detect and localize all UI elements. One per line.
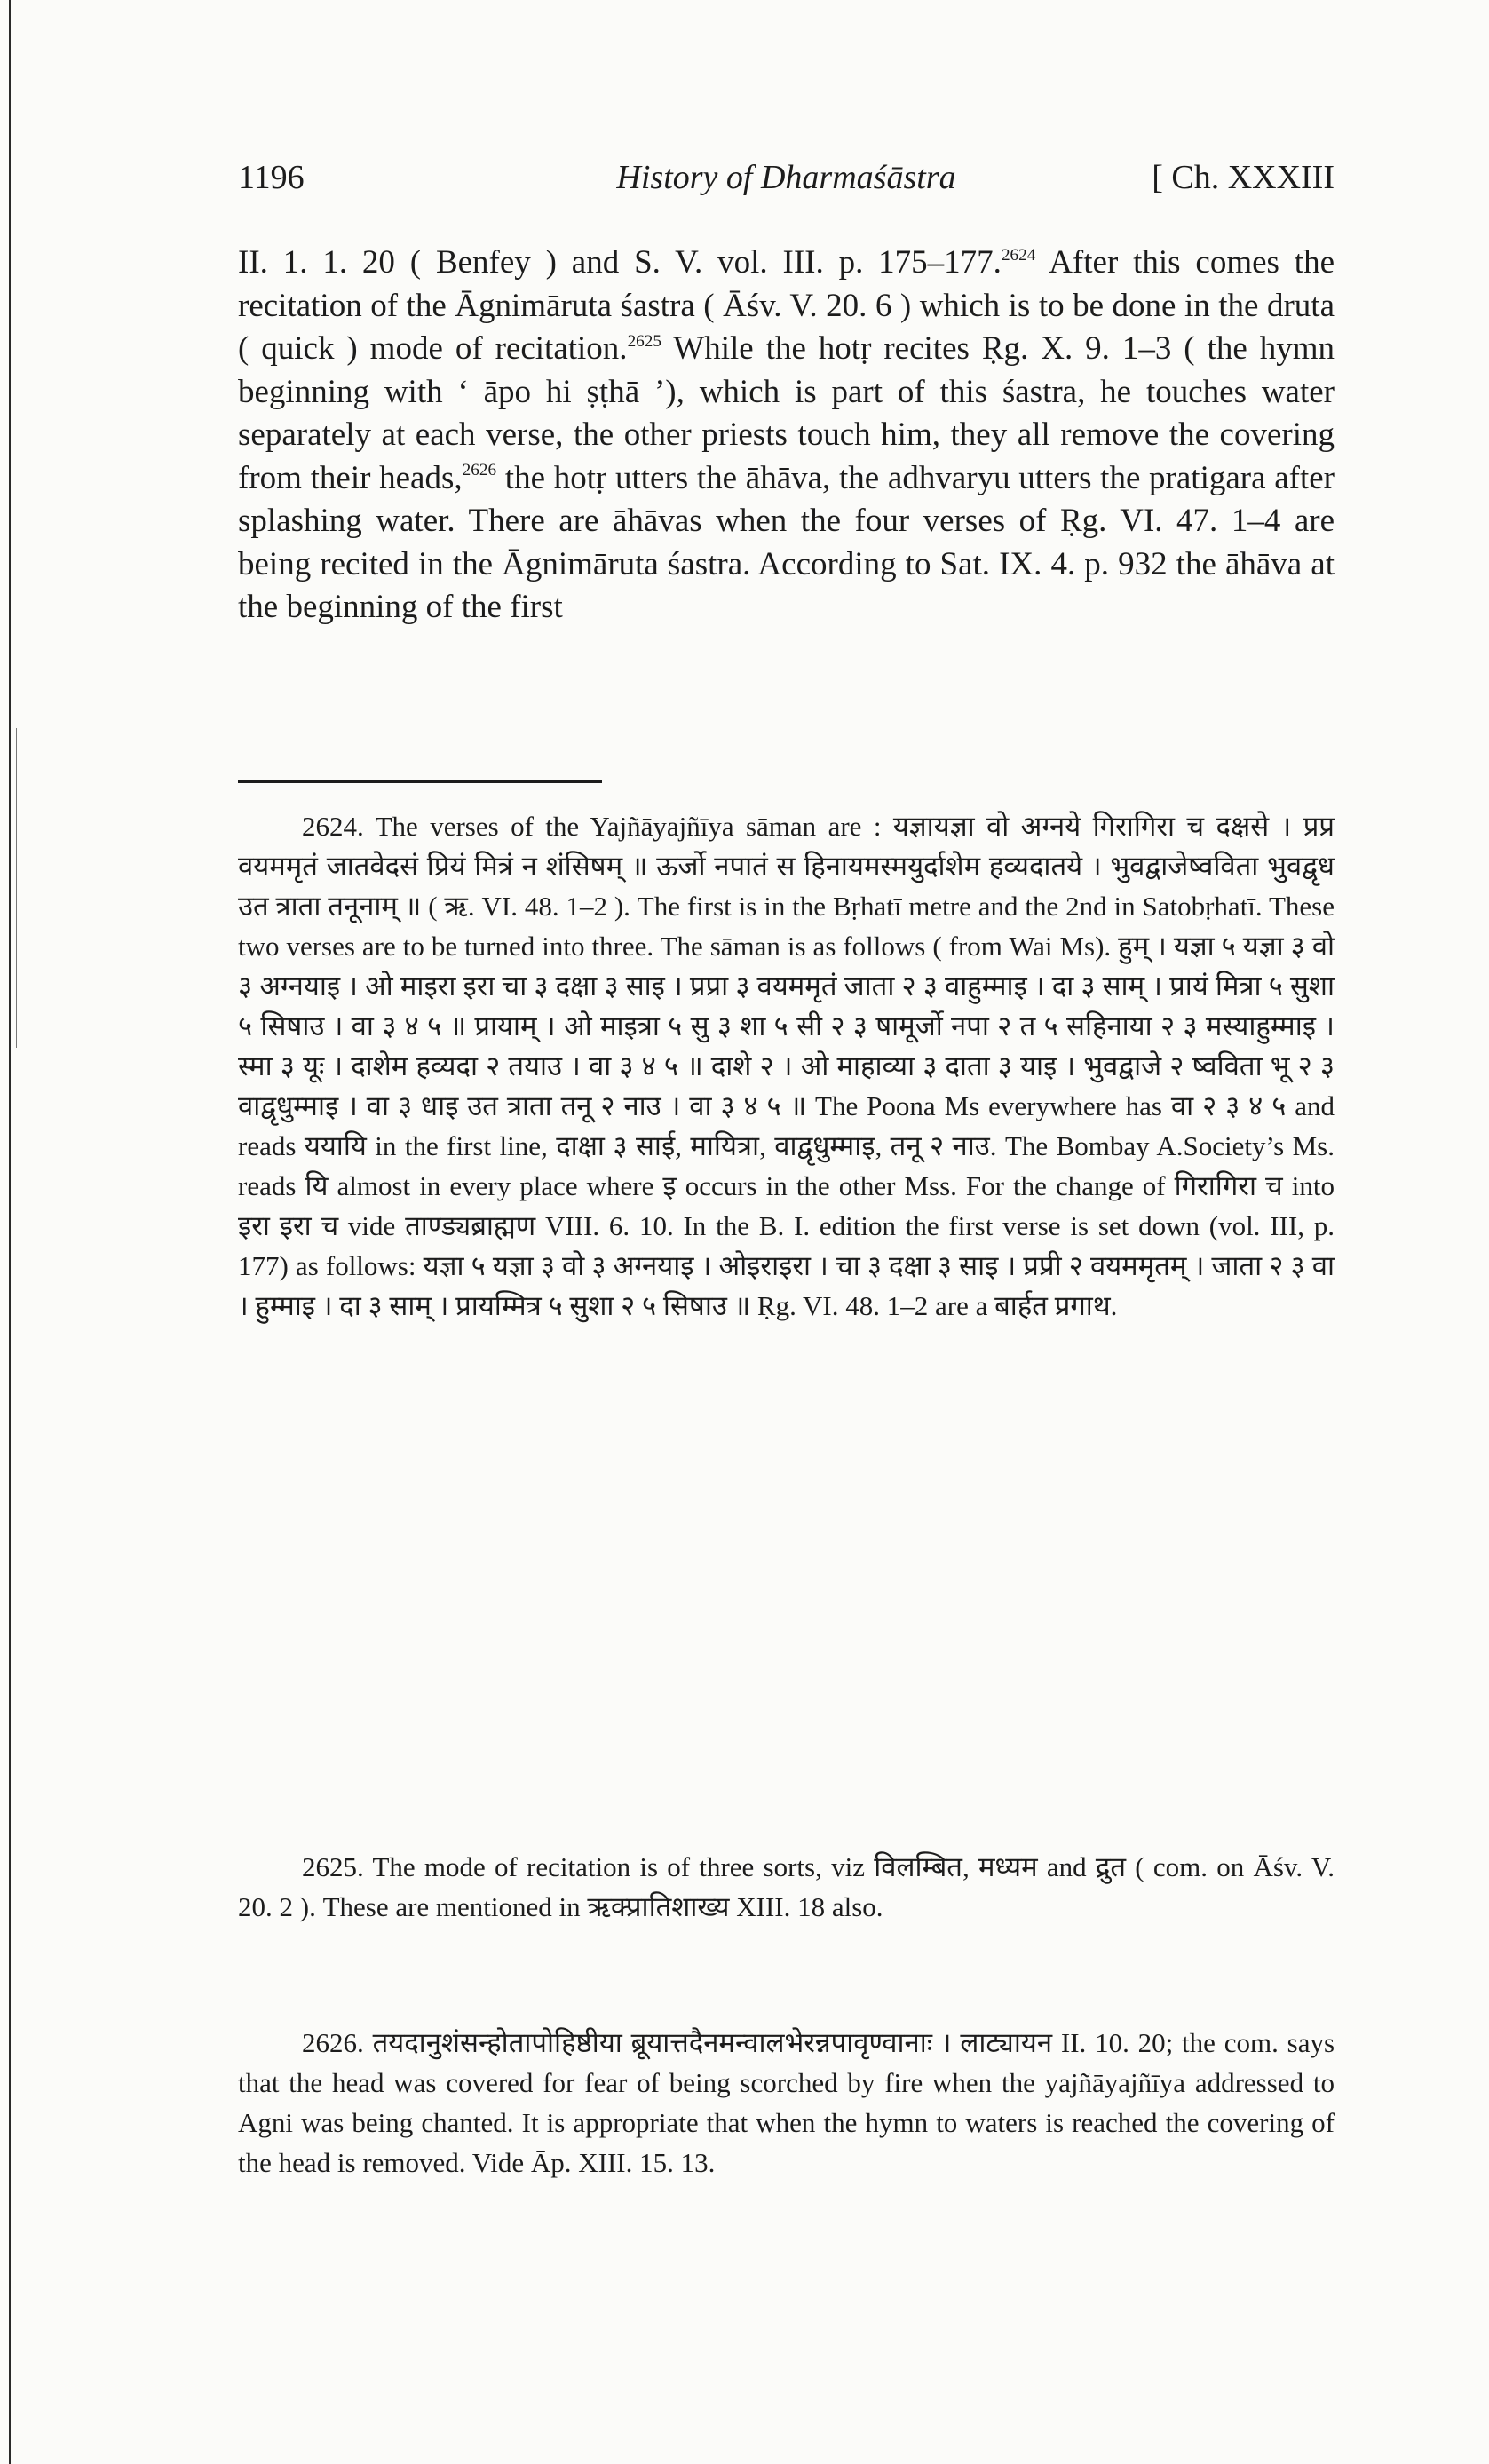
- footnote-text: The mode of recitation is of three sorts, viz विलम्बित, मध्यम and द्रुत ( com. on Āśv. V. 20. 2 ). These are mentioned in ऋक्प्रातिशाख्य XIII. 18 also.: [238, 1851, 1335, 1922]
- scan-edge-mark: [16, 728, 17, 1048]
- footnote-text: The verses of the Yajñāyajñīya sāman are : यज्ञायज्ञा वो अग्नये गिरागिरा च दक्षसे । प्रप्र वयममृतं जातवेदसं प्रियं मित्रं न शंसिषम् ॥ ऊर्जो नपातं स हिनायमस्मयुर्दाशेम हव्यदातये । भुवद्वाजेष्वविता भुवद्वृध उत त्राता तनूनाम् ॥ ( ऋ. VI. 48. 1–2 ). The first is in the Bṛhatī metre and the 2nd in Satobṛhatī. These two verses are to be turned into three. The sāman is as follows ( from Wai Ms). हुम् । यज्ञा ५ यज्ञा ३ वो ३ अग्नयाइ । ओ माइरा इरा चा ३ दक्षा ३ साइ । प्रप्रा ३ वयममृतं जाता २ ३ वाहुम्माइ । दा ३ साम् । प्रायं मित्रा ५ सुशा ५ सिषाउ । वा ३ ४ ५ ॥ प्रायाम् । ओ माइत्रा ५ सु ३ शा ५ सी २ ३ षामूर्जो नपा २ त ५ सहिनाया २ ३ मस्याहुम्माइ । स्मा ३ यूः । दाशेम हव्यदा २ तयाउ । वा ३ ४ ५ ॥ दाशे २ । ओ माहाव्या ३ दाता ३ याइ । भुवद्वाजे २ ष्वविता भू २ ३ वाद्वृधुम्माइ । वा ३ धाइ उत त्राता तनू २ नाउ । वा ३ ४ ५ ॥ The Poona Ms everywhere has वा २ ३ ४ ५ and reads ययायि in the first line, दाक्षा ३ साई, मायित्रा, वाद्वृधुम्माइ, तनू २ नाउ. The Bombay A.Society’s Ms. reads यि almost in every place where इ occurs in the other Mss. For the change of गिरागिरा च into इरा इरा च vide ताण्ड्यब्राह्मण VIII. 6. 10. In the B. I. edition the first verse is set down (vol. III, p. 177) as follows: यज्ञा ५ यज्ञा ३ वो ३ अग्नयाइ । ओइराइरा । चा ३ दक्षा ३ साइ । प्रप्री २ वयममृतम् । जाता २ ३ वा । हुम्माइ । दा ३ साम् । प्रायम्मित्र ५ सुशा २ ५ सिषाउ ॥ Ṛg. VI. 48. 1–2 are a बार्हत प्रगाथ.: [238, 811, 1335, 1321]
- footnote-number: 2625.: [302, 1851, 364, 1882]
- footnote-text: तयदानुशंसन्होतापोहिष्ठीया ब्रूयात्तदैनमन्वालभेरन्नपावृण्वानाः । लाट्यायन II. 10. 20; the com. says that the head was covered for fear of being scorched by fire when the yajñāyajñīya addressed to Agni was being chanted. It is appropriate that when the hymn to waters is reached the covering of the head is removed. Vide Āp. XIII. 15. 13.: [238, 2027, 1335, 2178]
- main-paragraph: [238, 242, 1335, 630]
- main-text-part-1: II. 1. 1. 20 ( Benfey ) and S. V. vol. III. p. 175–177.: [238, 244, 1002, 281]
- main-text: [238, 242, 1335, 630]
- running-title: History of Dharmaśāstra: [616, 159, 956, 196]
- scan-edge-line: [9, 0, 11, 2464]
- main-text-part-4: the hotṛ utters the āhāva, the adhvaryu utters the pratigara after splashing water. There are āhāvas when the four verses of Ṛg. VI. 47. 1–4 are being recited in the Āgnimāruta śastra. According to Sat. IX. 4. p. 932 the āhāva at the beginning of the first: [238, 459, 1335, 625]
- main-text-part-2: After this comes the recitation of the Āgnimāruta śastra ( Āśv. V. 20. 6 ) which is to be done in the druta ( quick ) mode of recitation.: [238, 244, 1335, 367]
- page-number: 1196: [238, 159, 305, 196]
- footnote-number: 2626.: [302, 2027, 364, 2058]
- footnote-2624: [238, 806, 1335, 1326]
- footnote-ref-2625: 2625: [627, 331, 662, 351]
- footnote-separator: [238, 780, 602, 783]
- running-header: [238, 158, 1335, 211]
- footnote-number: 2624.: [302, 811, 364, 842]
- chapter-label: [ Ch. XXXIII: [1152, 159, 1335, 196]
- main-text-part-3: While the hotṛ recites Ṛg. X. 9. 1–3 ( the hymn beginning with ‘ āpo hi ṣṭhā ’), which is part of this śastra, he touches water separately at each verse, the other priests touch him, they all remove the covering from their heads,: [238, 330, 1335, 496]
- footnote-ref-2624: 2624: [1001, 245, 1036, 265]
- footnote-2626: [238, 2023, 1335, 2183]
- footnote-ref-2626: 2626: [462, 461, 497, 480]
- footnote-2625: [238, 1847, 1335, 1927]
